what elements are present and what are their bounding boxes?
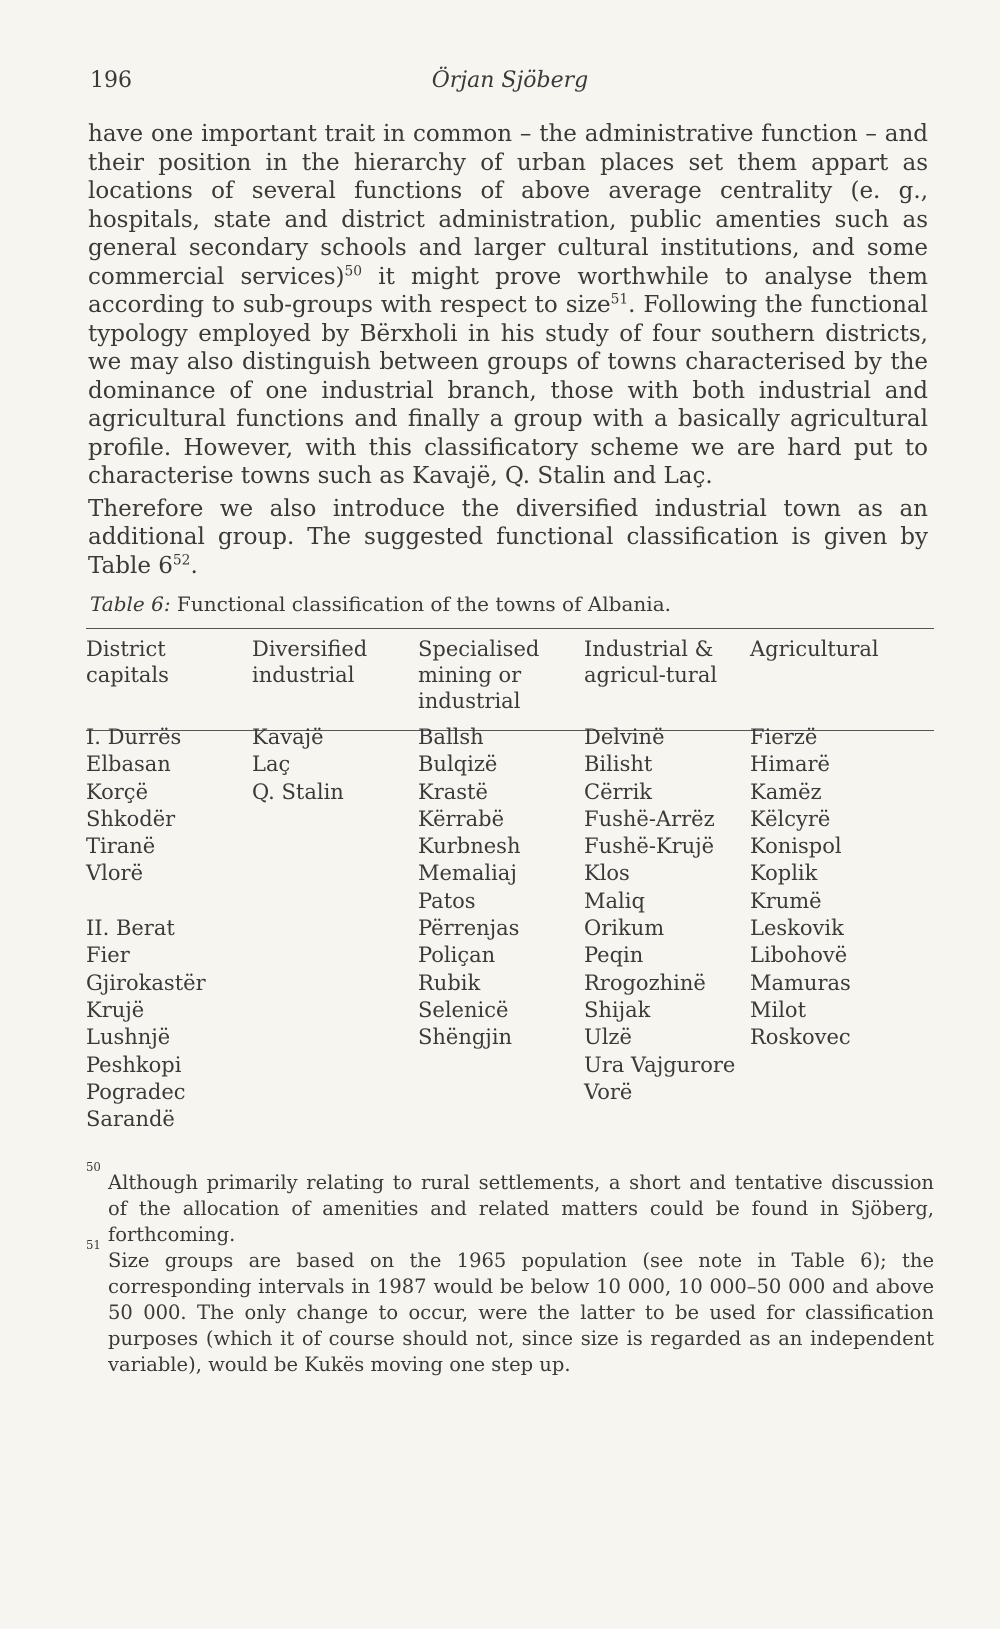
table-cell: Krumë xyxy=(750,888,822,913)
footnote-50: 50 Although primarily relating to rural settlements, a short and tentative discussion of the allocation of amenities and related matters could be found in Sjöberg, forthcoming. xyxy=(86,1160,934,1246)
table-cell: Libohovë xyxy=(750,943,848,968)
footnote-ref-52[interactable]: 52 xyxy=(172,551,191,568)
table-cell: Selenicë xyxy=(418,997,509,1022)
table-cell: Konispol xyxy=(750,834,842,859)
column-district-capitals xyxy=(86,724,252,1133)
page-number: 196 xyxy=(90,68,132,93)
table-cell: Fushë-Krujë xyxy=(584,834,715,859)
table-cell: Shkodër xyxy=(86,806,176,831)
body-text xyxy=(88,120,928,584)
table-cell: Roskovec xyxy=(750,1025,851,1050)
paragraph-2 xyxy=(88,495,928,581)
page-header xyxy=(90,68,930,98)
table-cell: Peqin xyxy=(584,943,644,968)
table-cell: Ura Vajgurore xyxy=(584,1052,736,1077)
table-cell: Cërrik xyxy=(584,779,653,804)
header-specialised-mining: Specialised mining or industrial xyxy=(418,637,540,713)
table-cell: Q. Stalin xyxy=(252,779,344,804)
table-cell: Bulqizë xyxy=(418,752,498,777)
table-cell: Maliq xyxy=(584,888,645,913)
paragraph-1-part-c: . Following the functional typology employed by Bërxholi in his study of four southern districts, we may also distinguish between groups of towns characterised by the dominance of one industrial branch, those with both industrial and agricultural functions and finally a group with a basically agricultural profile. However, with this classificatory scheme we are hard put to characterise towns such as Kavajë, Q. Stalin and Laç. xyxy=(88,292,928,489)
table-cell: Gjirokastër xyxy=(86,970,206,995)
header-district-capitals: District capitals xyxy=(86,637,169,687)
table-cell: Pogradec xyxy=(86,1079,186,1104)
table-cell: Memaliaj xyxy=(418,861,517,886)
table-cell: Orikum xyxy=(584,916,665,941)
table-cell: Leskovik xyxy=(750,916,844,941)
table-cell: Delvinë xyxy=(584,725,665,749)
footnote-51: 51 Size groups are based on the 1965 population (see note in Table 6); the corresponding intervals in 1987 would be below 10 000, 10 000–50 000 and above 50 000. The only change to occur, were the latter to be used for classification purposes (which it of course should not, since size is regarded as an independent variable), would be Kukës moving one step up. xyxy=(86,1238,934,1376)
table-cell: Fier xyxy=(86,943,130,968)
table-cell: Përrenjas xyxy=(418,916,520,941)
table-cell: Peshkopi xyxy=(86,1052,182,1077)
column-specialised-mining xyxy=(418,724,584,1133)
paragraph-2-part-b: . xyxy=(190,552,198,579)
table-cell: Fierzë xyxy=(750,725,818,749)
table-cell: Tiranë xyxy=(86,834,156,859)
paragraph-2-part-a: Therefore we also introduce the diversified industrial town as an additional group. The suggested functional classification is given by Table 6 xyxy=(88,495,928,579)
table-header-row xyxy=(86,636,934,724)
table-cell: Shijak xyxy=(584,997,651,1022)
footnote-text: Size groups are based on the 1965 population (see note in Table 6); the corresponding intervals in 1987 would be below 10 000, 10 000–50 000 and above 50 000. The only change to occur, were the latter to be used for classification purposes (which it of course should not, since size is regarded as an independent variable), would be Kukës moving one step up. xyxy=(108,1249,934,1376)
table-cell: Kamëz xyxy=(750,779,822,804)
column-diversified-industrial xyxy=(252,724,418,1133)
table-cell: Mamuras xyxy=(750,970,851,995)
column-industrial-agricultural xyxy=(584,724,750,1133)
column-agricultural xyxy=(750,724,934,1133)
table-cell: Krastë xyxy=(418,779,488,804)
table-caption-label: Table 6: xyxy=(90,592,171,616)
table-caption xyxy=(90,592,930,616)
table-cell: Shëngjin xyxy=(418,1025,513,1050)
table-cell: Himarë xyxy=(750,752,830,777)
classification-table xyxy=(86,636,934,1133)
header-agricultural: Agricultural xyxy=(750,637,879,661)
table-cell: Patos xyxy=(418,888,476,913)
table-cell: Ulzë xyxy=(584,1025,632,1050)
table-cell: Këlcyrë xyxy=(750,806,831,831)
table-cell: Bilisht xyxy=(584,752,653,777)
table-cell xyxy=(86,888,252,915)
table-cell: Fushë-Arrëz xyxy=(584,806,715,831)
footnote-text: Although primarily relating to rural settlements, a short and tentative discussion of the allocation of amenities and related matters could be found in Sjöberg, forthcoming. xyxy=(108,1171,934,1246)
footnote-ref-50[interactable]: 50 xyxy=(344,262,363,279)
table-cell: Poliçan xyxy=(418,943,496,968)
footnote-ref-51[interactable]: 51 xyxy=(610,291,629,308)
table-cell: Sarandë xyxy=(86,1107,175,1132)
table-cell: Korçë xyxy=(86,779,148,804)
paragraph-1-part-a: have one important trait in common – the administrative function – and their position in the hierarchy of urban places set them appart as locations of several functions of above average centrality (e. g., hospitals, state and district administration, public amenties such as general secondary schools and larger cultural institutions, and some commercial services) xyxy=(88,121,928,290)
table-cell: Vorë xyxy=(584,1079,633,1104)
table-cell: Rubik xyxy=(418,970,481,995)
table-cell: Elbasan xyxy=(86,752,171,777)
table-cell: Kërrabë xyxy=(418,806,505,831)
table-cell: Lushnjë xyxy=(86,1025,171,1050)
table-cell: II. Berat xyxy=(86,916,175,941)
table-cell: Vlorë xyxy=(86,861,143,886)
table-cell: Milot xyxy=(750,997,807,1022)
table-cell: Rrogozhinë xyxy=(584,970,706,995)
paragraph-1 xyxy=(88,120,928,491)
table-cell: Koplik xyxy=(750,861,818,886)
table-cell: Laç xyxy=(252,752,291,777)
table-caption-text: Functional classification of the towns of Albania. xyxy=(170,592,671,616)
table-cell: Kurbnesh xyxy=(418,834,521,859)
table-cell: Klos xyxy=(584,861,630,886)
table-body-row xyxy=(86,724,934,1133)
table-cell: I. Durrës xyxy=(86,725,182,749)
header-diversified-industrial: Diversified industrial xyxy=(252,637,368,687)
footnotes xyxy=(86,1160,934,1378)
paragraph-1-part-b: it might prove worthwhile to analyse them according to sub-groups with respect to size xyxy=(88,263,928,318)
header-industrial-agricultural: Industrial & agricul-tural xyxy=(584,637,718,687)
table-top-rule xyxy=(86,628,934,629)
table-cell: Krujë xyxy=(86,997,145,1022)
running-head: Örjan Sjöberg xyxy=(431,68,589,93)
table-cell: Ballsh xyxy=(418,725,484,749)
table-cell: Kavajë xyxy=(252,725,324,749)
